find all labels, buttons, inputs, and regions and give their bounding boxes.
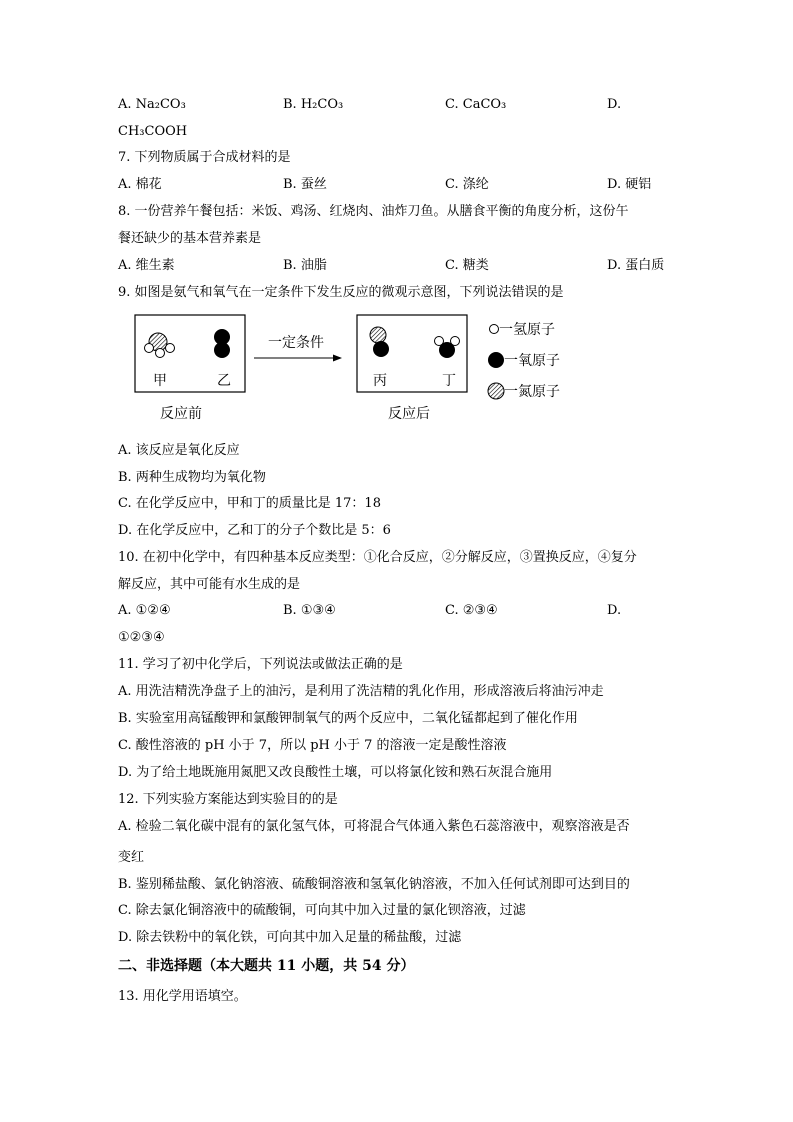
- q12-option-c: C. 除去氯化铜溶液中的硫酸铜，可向其中加入过量的氯化钡溶液，过滤: [118, 903, 526, 918]
- label-jia: 甲: [153, 373, 167, 389]
- q12-option-d: D. 除去铁粉中的氧化铁，可向其中加入足量的稀盐酸，过滤: [118, 930, 462, 945]
- q12-option-b: B. 鉴别稀盐酸、氯化钠溶液、硫酸铜溶液和氢氧化钠溶液，不加入任何试剂即可达到目的: [118, 877, 630, 892]
- q11-option-b: B. 实验室用高锰酸钾和氯酸钾制氧气的两个反应中，二氧化锰都起到了催化作用: [118, 711, 578, 726]
- label-before: 反应前: [160, 406, 202, 422]
- no-molecule: [370, 327, 389, 357]
- q9-stem: 9. 如图是氨气和氧气在一定条件下发生反应的微观示意图，下列说法错误的是: [118, 285, 564, 300]
- q7-option-a: A. 棉花: [118, 177, 162, 192]
- q11-stem: 11. 学习了初中化学后，下列说法或做法正确的是: [118, 657, 403, 672]
- q6-option-b: B. H₂CO₃: [283, 97, 344, 112]
- q9-option-d: D. 在化学反应中，乙和丁的分子个数比是 5：6: [118, 523, 391, 538]
- q9-option-a: A. 该反应是氧化反应: [118, 443, 240, 458]
- q10-option-b: B. ①③④: [283, 603, 336, 618]
- condition-label: 一定条件: [268, 335, 324, 351]
- q11-option-a: A. 用洗洁精洗净盘子上的油污，是利用了洗洁精的乳化作用，形成溶液后将油污冲走: [118, 684, 604, 699]
- q12-stem: 12. 下列实验方案能达到实验目的的是: [118, 792, 338, 807]
- legend-nitrogen: 一氮原子: [504, 384, 560, 400]
- q12-option-a-line1: A. 检验二氧化碳中混有的氯化氢气体，可将混合气体通入紫色石蕊溶液中，观察溶液是否: [118, 819, 630, 834]
- q8-option-c: C. 糖类: [445, 258, 489, 273]
- q8-stem-line1: 8. 一份营养午餐包括：米饭、鸡汤、红烧肉、油炸刀鱼。从膳食平衡的角度分析，这份午: [118, 204, 629, 219]
- q11-option-d: D. 为了给土地既施用氮肥又改良酸性土壤，可以将氯化铵和熟石灰混合施用: [118, 765, 553, 780]
- q6-option-c: C. CaCO₃: [445, 97, 507, 112]
- q11-option-c: C. 酸性溶液的 pH 小于 7，所以 pH 小于 7 的溶液一定是酸性溶液: [118, 738, 507, 753]
- label-bing: 丙: [373, 373, 387, 389]
- q10-option-c: C. ②③④: [445, 603, 498, 618]
- q10-option-d: D.: [607, 603, 622, 618]
- q8-option-d: D. 蛋白质: [607, 258, 665, 273]
- label-ding: 丁: [442, 373, 456, 389]
- ammonia-molecule: [145, 333, 175, 358]
- q8-option-b: B. 油脂: [283, 258, 327, 273]
- q9-option-c: C. 在化学反应中，甲和丁的质量比是 17：18: [118, 496, 381, 511]
- q8-stem-line2: 餐还缺少的基本营养素是: [118, 231, 262, 246]
- legend-hydrogen: 一氢原子: [499, 322, 555, 338]
- q7-option-b: B. 蚕丝: [283, 177, 327, 192]
- q10-option-a: A. ①②④: [118, 603, 171, 618]
- q6-option-d-text: CH₃COOH: [118, 124, 188, 139]
- water-molecule: [435, 337, 460, 359]
- q7-option-c: C. 涤纶: [445, 177, 489, 192]
- section-heading: 二、非选择题（本大题共 11 小题，共 54 分）: [118, 958, 415, 974]
- q10-option-d-text: ①②③④: [118, 630, 165, 645]
- q7-option-d: D. 硬铝: [607, 177, 652, 192]
- arrow-head-icon: [333, 355, 342, 362]
- oxygen-legend-icon: [488, 352, 504, 368]
- q10-stem-line1: 10. 在初中化学中，有四种基本反应类型：①化合反应，②分解反应，③置换反应，④复分: [118, 550, 637, 565]
- reaction-diagram: [120, 300, 580, 430]
- q12-option-a-line2: 变红: [118, 850, 145, 865]
- q9-option-b: B. 两种生成物均为氧化物: [118, 470, 266, 485]
- label-after: 反应后: [388, 406, 430, 422]
- q6-option-a: A. Na₂CO₃: [118, 97, 186, 112]
- oxygen-molecule: [214, 329, 230, 358]
- legend-oxygen: 一氧原子: [504, 353, 560, 369]
- q6-option-d: D.: [607, 97, 622, 112]
- hydrogen-legend-icon: [490, 325, 499, 334]
- q10-stem-line2: 解反应，其中可能有水生成的是: [118, 577, 301, 592]
- q13-stem: 13. 用化学用语填空。: [118, 989, 247, 1004]
- q8-option-a: A. 维生素: [118, 258, 175, 273]
- q7-stem: 7. 下列物质属于合成材料的是: [118, 150, 291, 165]
- label-yi: 乙: [217, 373, 231, 389]
- nitrogen-legend-icon: [488, 383, 504, 399]
